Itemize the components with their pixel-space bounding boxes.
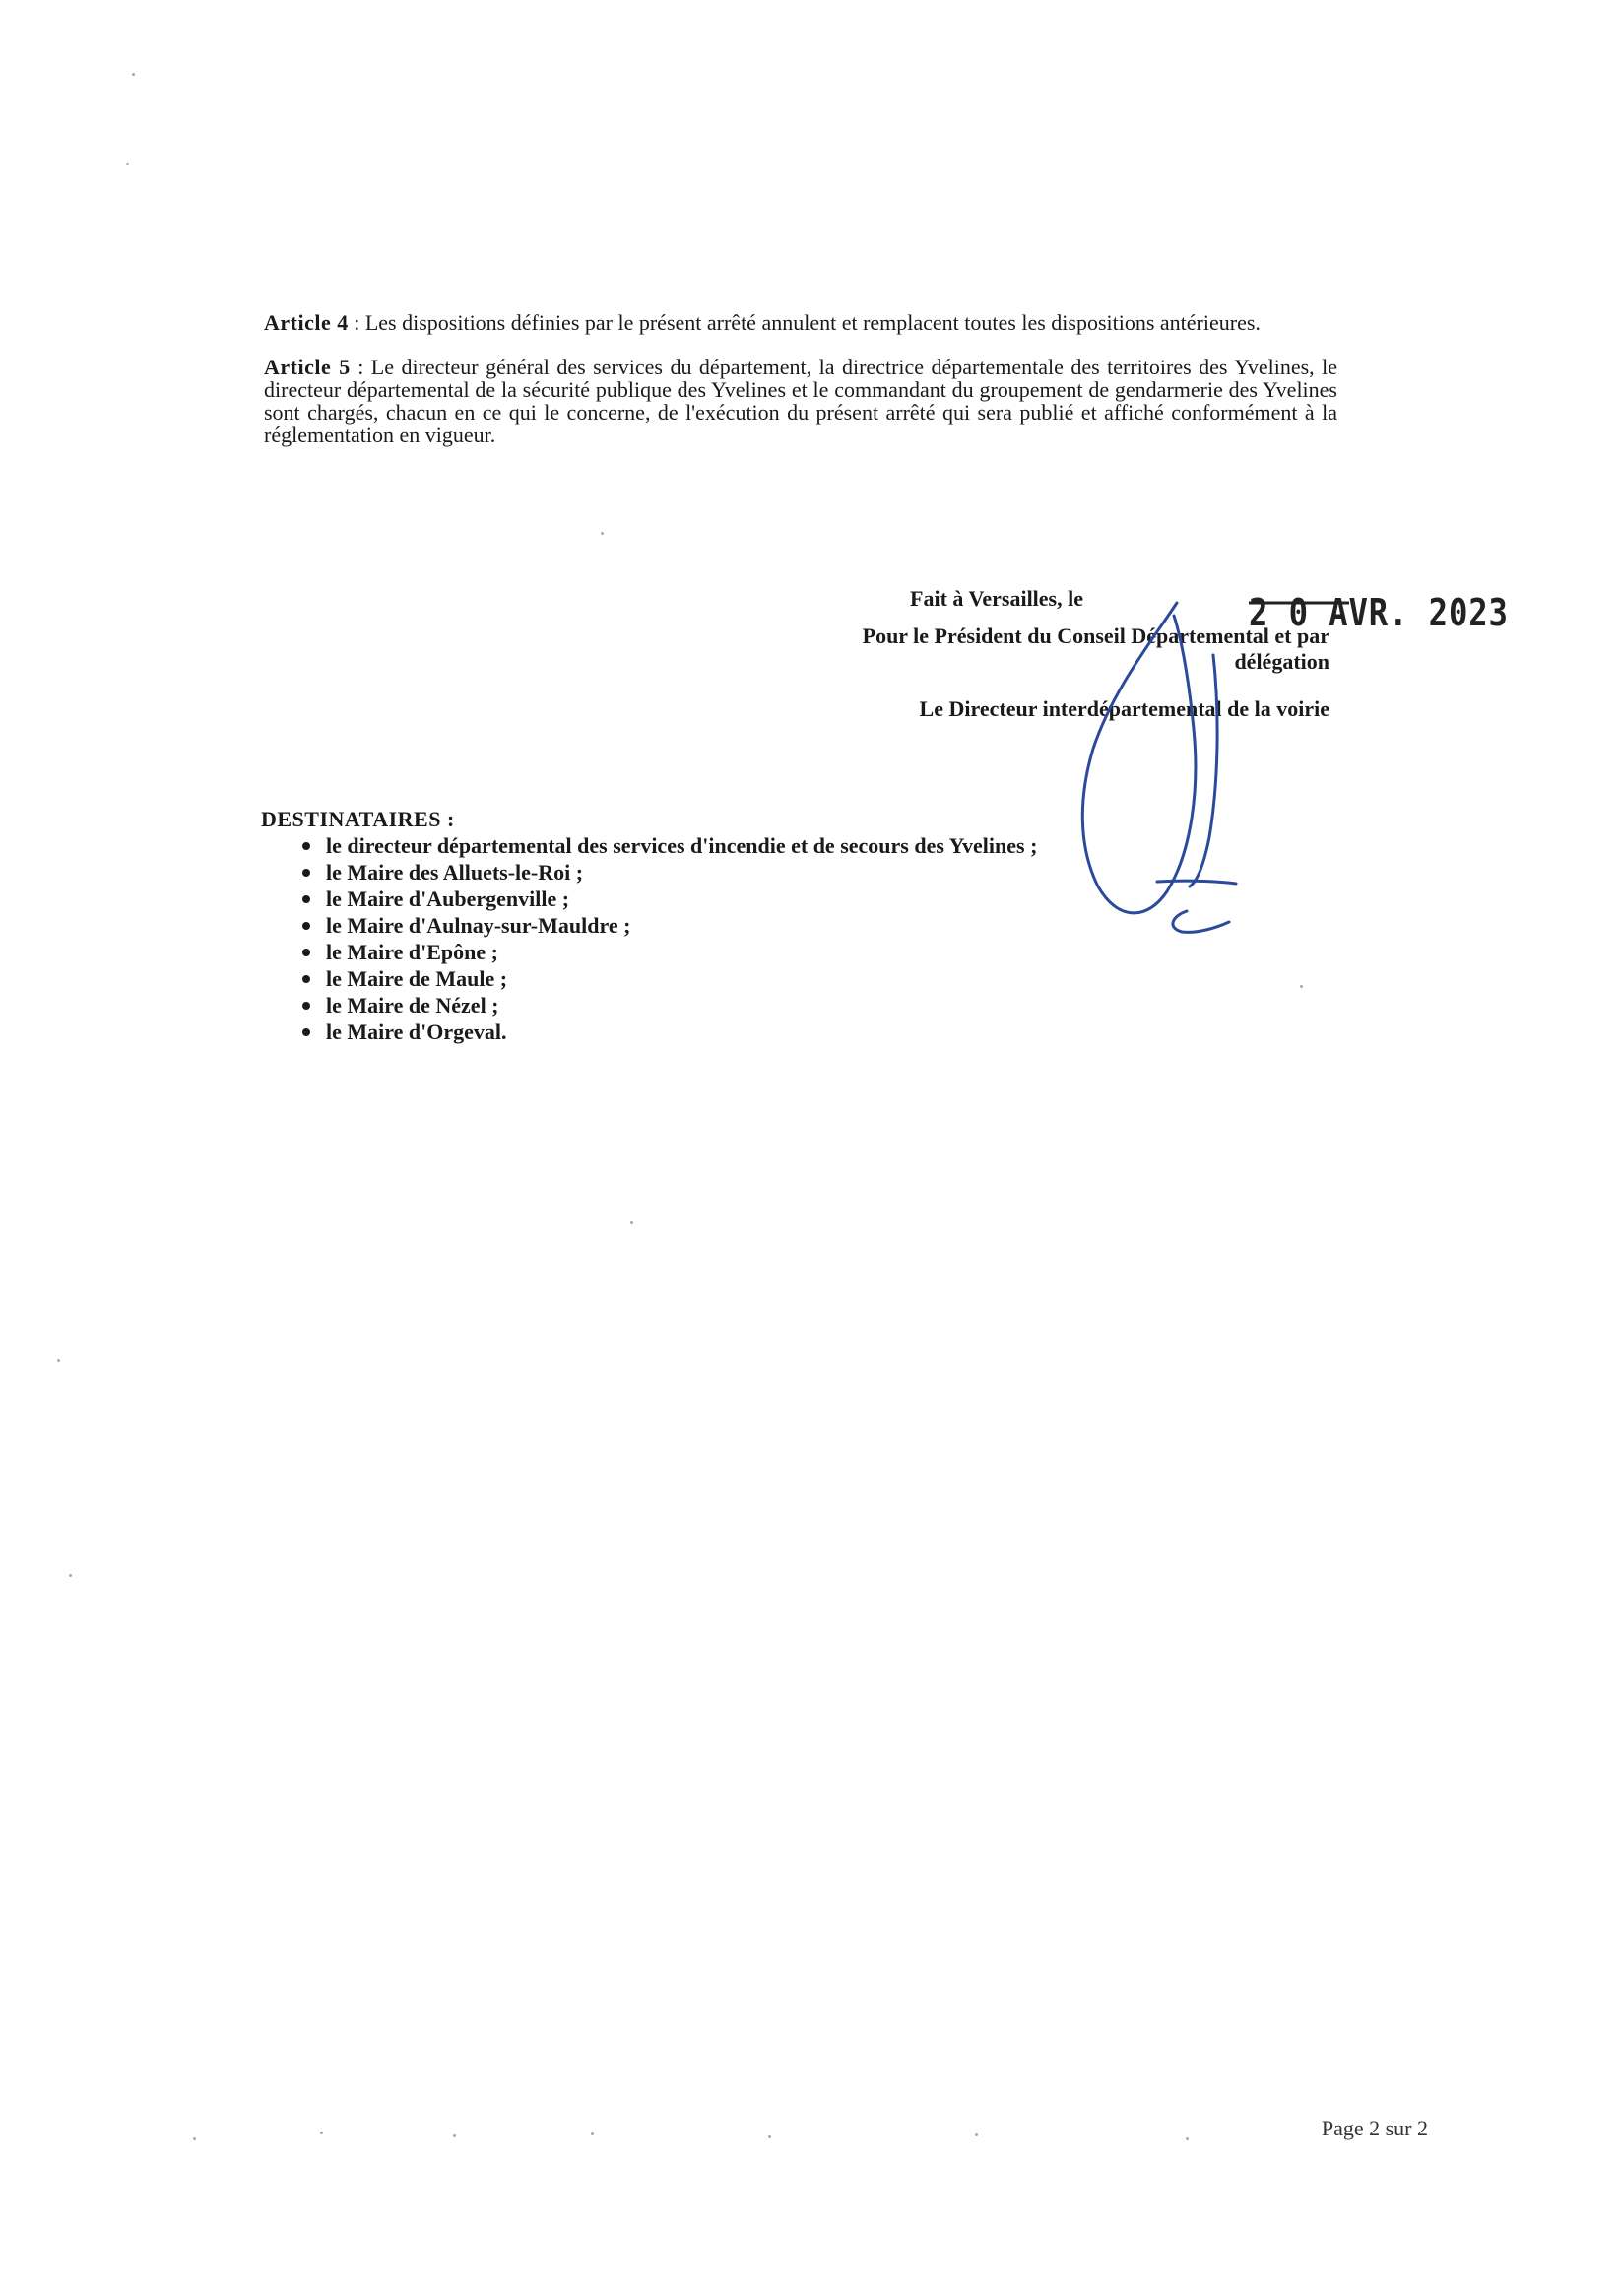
date-stamp: 2 0 AVR. 2023: [1249, 591, 1509, 634]
scan-speck: [1300, 985, 1303, 988]
list-item: le Maire d'Aulnay-sur-Mauldre ;: [302, 912, 1147, 939]
scan-speck: [601, 532, 604, 535]
list-item: le Maire des Alluets-le-Roi ;: [302, 859, 1147, 886]
scan-speck: [1186, 2137, 1189, 2140]
made-at-text: Fait à Versailles, le: [910, 586, 1083, 611]
articles-section: [264, 311, 1337, 468]
recipients-title: DESTINATAIRES :: [261, 807, 455, 831]
list-item: le Maire d'Epône ;: [302, 939, 1147, 965]
scan-speck: [69, 1574, 72, 1577]
delegation-line: délégation: [1234, 649, 1329, 674]
scan-speck: [193, 2137, 196, 2140]
article-4-label: Article 4: [264, 310, 349, 335]
scan-speck: [975, 2133, 978, 2136]
scan-speck: [630, 1221, 633, 1224]
list-item: le Maire d'Aubergenville ;: [302, 886, 1147, 912]
scan-speck: [320, 2132, 323, 2134]
scan-speck: [57, 1359, 60, 1362]
recipients-list: [261, 832, 1147, 1045]
scan-speck: [126, 163, 129, 165]
scan-speck: [768, 2135, 771, 2138]
list-item: le Maire d'Orgeval.: [302, 1018, 1147, 1045]
article-5-text: : Le directeur général des services du département, la directrice départementale des territoires des Yvelines, le directeur départemental de la sécurité publique des Yvelines et le commandant du groupement de gendarmerie des Yvelines sont chargés, chacun en ce qui le concerne, de l'exécution du présent arrêté qui sera publié et affiché conformément à la réglementation en vigueur.: [264, 355, 1337, 447]
article-4: [264, 311, 1337, 334]
recipients-section: [261, 806, 1147, 1045]
scan-speck: [453, 2134, 456, 2137]
article-5: [264, 356, 1337, 446]
page-number: Page 2 sur 2: [1321, 2116, 1428, 2140]
scan-speck: [132, 73, 135, 76]
scan-speck: [591, 2132, 594, 2135]
director-line: Le Directeur interdépartemental de la voirie: [919, 696, 1329, 721]
for-president-line: Pour le Président du Conseil Départemental et par: [862, 623, 1329, 648]
made-at-line: [778, 586, 1329, 612]
list-item: le directeur départemental des services d'incendie et de secours des Yvelines ;: [302, 832, 1147, 859]
article-5-label: Article 5: [264, 355, 351, 379]
list-item: le Maire de Maule ;: [302, 965, 1147, 992]
signature-block: [778, 586, 1329, 722]
article-4-text: : Les dispositions définies par le présent arrêté annulent et remplacent toutes les dispositions antérieures.: [348, 310, 1261, 335]
list-item: le Maire de Nézel ;: [302, 992, 1147, 1018]
